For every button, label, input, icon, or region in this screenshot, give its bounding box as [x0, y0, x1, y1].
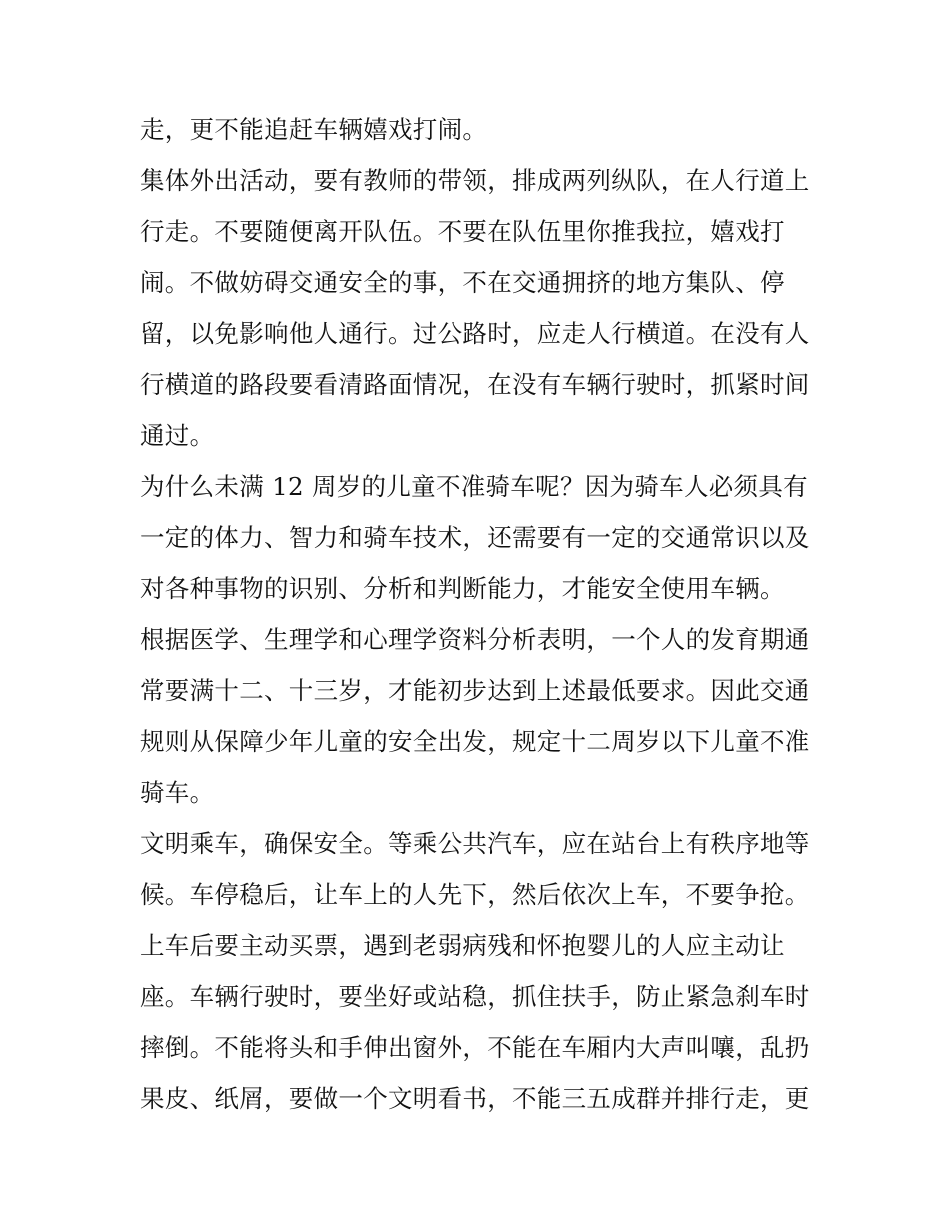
text-line: 通过。: [140, 421, 215, 450]
text-line: 候。车停稳后，让车上的人先下，然后依次上车，不要争抢。: [140, 880, 810, 909]
text-line: 为什么未满 12 周岁的儿童不准骑车呢？因为骑车人必须具有: [140, 472, 808, 501]
text-line: 常要满十二、十三岁，才能初步达到上述最低要求。因此交通: [140, 676, 810, 705]
text-line: 文明乘车，确保安全。等乘公共汽车，应在站台上有秩序地等: [140, 829, 810, 858]
text-line: 座。车辆行驶时，要坐好或站稳，抓住扶手，防止紧急刹车时: [140, 982, 810, 1011]
text-line: 上车后要主动买票，遇到老弱病残和怀抱婴儿的人应主动让: [140, 931, 785, 960]
text-line: 闹。不做妨碍交通安全的事，不在交通拥挤的地方集队、停: [140, 268, 785, 297]
text-line: 对各种事物的识别、分析和判断能力，才能安全使用车辆。: [140, 574, 785, 603]
text-line: 骑车。: [140, 778, 215, 807]
text-line: 规则从保障少年儿童的安全出发，规定十二周岁以下儿童不准: [140, 727, 810, 756]
text-line: 留，以免影响他人通行。过公路时，应走人行横道。在没有人: [140, 319, 810, 348]
text-line: 行走。不要随便离开队伍。不要在队伍里你推我拉，嬉戏打: [140, 217, 785, 246]
text-line: 走，更不能追赶车辆嬉戏打闹。: [140, 115, 488, 144]
text-line: 一定的体力、智力和骑车技术，还需要有一定的交通常识以及: [140, 523, 810, 552]
text-line: 行横道的路段要看清路面情况，在没有车辆行驶时，抓紧时间: [140, 370, 810, 399]
document-body-text: [140, 104, 820, 1124]
text-line: 摔倒。不能将头和手伸出窗外，不能在车厢内大声叫嚷，乱扔: [140, 1033, 810, 1062]
text-line: 根据医学、生理学和心理学资料分析表明，一个人的发育期通: [140, 625, 810, 654]
text-line: 集体外出活动，要有教师的带领，排成两列纵队，在人行道上: [140, 166, 810, 195]
text-line: 果皮、纸屑，要做一个文明看书，不能三五成群并排行走，更: [140, 1084, 810, 1113]
